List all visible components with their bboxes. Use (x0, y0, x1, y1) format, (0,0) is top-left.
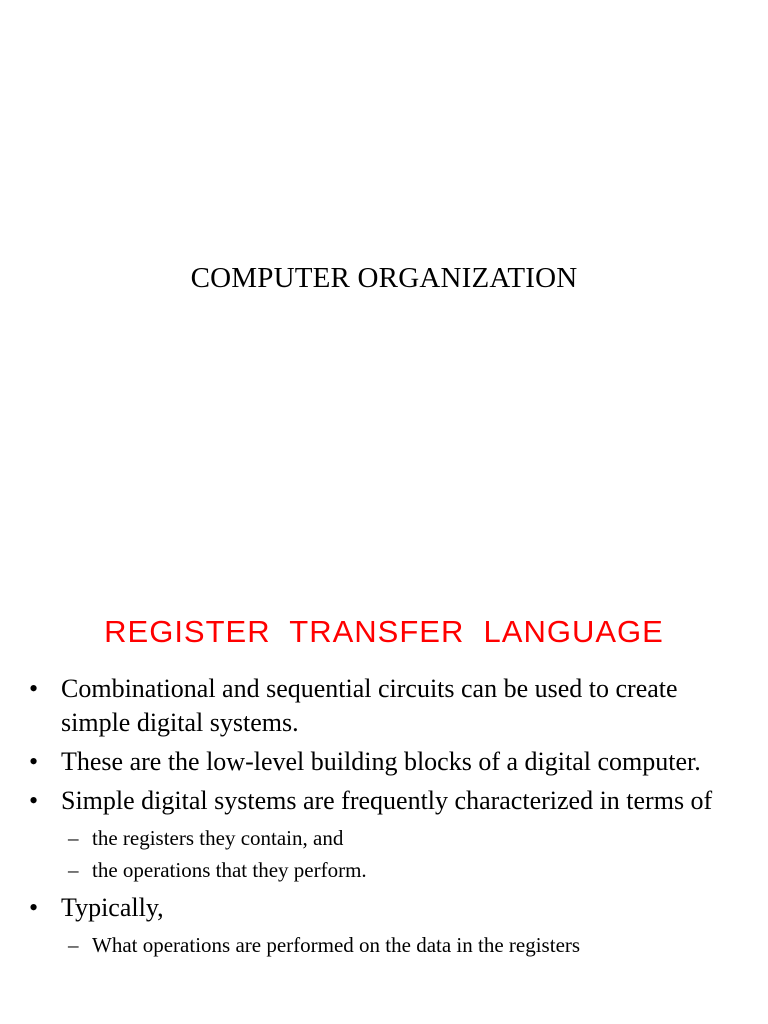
bullet-icon: • (29, 747, 39, 776)
sub-item-text: What operations are performed on the data in the registers (92, 933, 581, 957)
bullet-list (0, 672, 768, 966)
bullet-text: These are the low-level building blocks of a digital computer. (61, 747, 701, 776)
dash-icon: – (68, 933, 79, 957)
slide-heading: REGISTER TRANSFER LANGUAGE (104, 614, 664, 649)
list-item (0, 745, 768, 779)
bullet-text: Simple digital systems are frequently characterized in terms of (61, 786, 713, 815)
slide-register-transfer-language (0, 576, 768, 1024)
sub-list-item (0, 930, 768, 960)
bullet-icon: • (29, 893, 39, 922)
dash-icon: – (68, 858, 79, 882)
bullet-text: Combinational and sequential circuits can be used to create simple digital systems. (61, 674, 678, 737)
slide-title: COMPUTER ORGANIZATION (190, 262, 578, 294)
sub-item-text: the registers they contain, and (92, 826, 344, 850)
bullet-text: Typically, (61, 893, 164, 922)
sub-list-item (0, 855, 768, 885)
sub-list-item (0, 823, 768, 853)
sub-list (0, 930, 768, 960)
sub-item-text: the operations that they perform. (92, 858, 367, 882)
list-item (0, 891, 768, 925)
bullet-icon: • (29, 786, 39, 815)
list-item (0, 784, 768, 818)
bullet-icon: • (29, 674, 39, 703)
dash-icon: – (68, 826, 79, 850)
sub-list (0, 823, 768, 885)
list-item (0, 672, 768, 740)
